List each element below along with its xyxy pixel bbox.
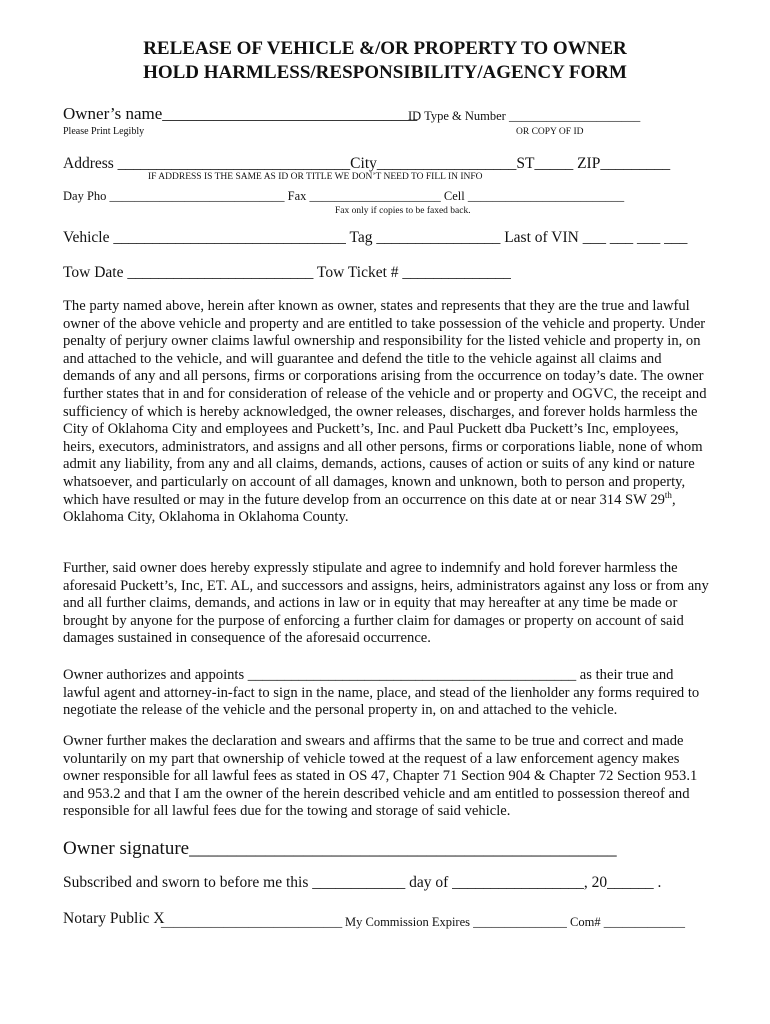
fax-note: Fax only if copies to be faxed back. [335, 206, 471, 216]
release-paragraph-text: The party named above, herein after known as owner, states and represents that they are the true and lawful owner of the above vehicle and property and are entitled to take possession of the vehicle and property. Under penalty of perjury owner claims lawful ownership and responsibility for the listed vehicle and property in, on and attached to the vehicle, and will guarantee and defend the title to the vehicle against all claims and demands of any and all persons, firms or corporations arising from the occurrence on today’s date. The owner further states that in and for consideration of release of the vehicle and or property and OGVC, the receipt and sufficiency of which is hereby acknowledged, the owner releases, discharges, and forever holds harmless the City of Oklahoma City and employees and Puckett’s, Inc. and Paul Puckett dba Puckett’s Inc, employees, heirs, executors, administrators, and assigns and all other persons, firms or corporations liable, none of whom admit any liability, from any and all claims, demands, actions, causes of action or suits of any kind or nature whatsoever, and particularly on account of all damages, known and unknown, both to person and property, which have resulted or may in the future develop from an occurrence on this date at or near 314 SW 29 [63, 298, 707, 508]
copy-of-id-note: OR COPY OF ID [516, 127, 584, 137]
owner-signature-field[interactable]: Owner signature_____________________________________________ [63, 838, 617, 859]
commission-expires-field[interactable]: My Commission Expires _______________ Com# _____________ [345, 915, 685, 929]
form-title-line2: HOLD HARMLESS/RESPONSIBILITY/AGENCY FORM [143, 62, 627, 83]
indemnify-paragraph: Further, said owner does hereby expressly stipulate and agree to indemnify and hold forever harmless the aforesaid Puckett’s, Inc, ET. AL, and successors and assigns, heirs, administrators against any loss or from any and all further claims, demands, and actions in law or in equity that may hereafter at any time be made or brought by anyone for the purpose of enforcing a further claim for damages or property on account of said damages sustained in consequence of the aforesaid occurrence. [63, 560, 709, 647]
form-title-line1: RELEASE OF VEHICLE &/OR PROPERTY TO OWNER [143, 38, 627, 59]
release-paragraph [63, 298, 711, 527]
owner-name-field[interactable]: Owner’s name______________________________ [63, 104, 418, 123]
vehicle-field[interactable]: Vehicle ______________________________ Tag ________________ Last of VIN ___ ___ ___ ___ [63, 229, 688, 246]
release-paragraph-end: , Oklahoma City, Oklahoma in Oklahoma County. [63, 491, 676, 526]
agent-paragraph: Owner authorizes and appoints _____________________________________________ as their true and lawful agent and attorney-in-fact to sign in the name, place, and stead of the lienholder any forms required to negotiate the release of the vehicle and the personal property in, on and attached to the vehicle. [63, 667, 700, 719]
notary-signature-line[interactable]: _____________________________ [161, 915, 343, 929]
address-note: IF ADDRESS IS THE SAME AS ID OR TITLE WE DON’T NEED TO FILL IN INFO [148, 172, 483, 182]
address-field[interactable]: Address ______________________________City__________________ST_____ ZIP_________ [63, 155, 671, 172]
address-ordinal-sup: th [664, 489, 672, 500]
phone-fax-cell-field[interactable]: Day Pho ____________________________ Fax _____________________ Cell _________________________ [63, 189, 625, 203]
print-legibly-note: Please Print Legibly [63, 126, 145, 137]
sworn-statement-field[interactable]: Subscribed and sworn to before me this ____________ day of _________________, 20______ . [63, 874, 662, 891]
tow-date-field[interactable]: Tow Date ________________________ Tow Ticket # ______________ [63, 264, 511, 281]
declaration-paragraph: Owner further makes the declaration and swears and affirms that the same to be true and correct and made voluntarily on my part that ownership of vehicle towed at the request of a law enforcement agency makes owner responsible for all lawful fees as stated in OS 47, Chapter 71 Section 904 & Chapter 72 Section 953.1 and 953.2 and that I am the owner of the herein described vehicle and am entitled to possession thereof and responsible for all lawful fees due for the towing and storage of said vehicle. [63, 733, 698, 820]
notary-public-label: Notary Public X [63, 910, 165, 927]
id-type-number-field[interactable]: ID Type & Number _____________________ [408, 109, 641, 123]
